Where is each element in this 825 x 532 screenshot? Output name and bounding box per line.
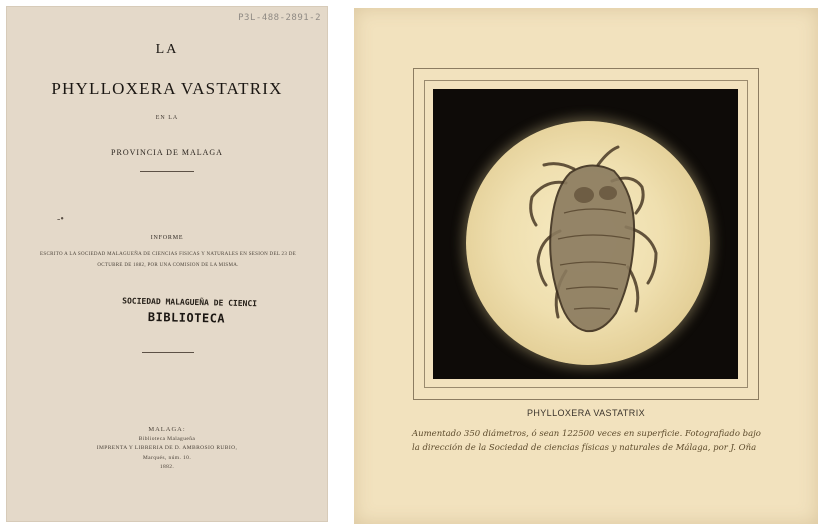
micrograph-photo	[433, 89, 738, 379]
informe-heading: INFORME	[150, 235, 184, 241]
ink-mark: -•	[57, 214, 64, 225]
informe-description: ESCRITO A LA SOCIEDAD MALAGUEÑA DE CIENCIAS FISICAS Y NATURALES EN SESION DEL 23 DE OCTUBRE DE 1882, POR UNA COMISION DE LA MISMA.	[40, 252, 296, 268]
province-line: PROVINCIA DE MALAGA	[111, 148, 223, 157]
title-article: LA	[155, 42, 179, 57]
imprint-line: 1882.	[159, 464, 175, 470]
stamp-biblioteca-line: BIBLIOTECA	[147, 309, 226, 326]
imprint-line: IMPRENTA Y LIBRERIA DE D. AMBROSIO RUBIO,	[96, 445, 238, 451]
divider-rule-top	[140, 171, 194, 172]
book-title: PHYLLOXERA VASTATRIX	[51, 79, 283, 98]
photo-plate-page	[354, 8, 818, 524]
microscope-field	[466, 121, 710, 365]
title-page	[6, 6, 328, 522]
photo-mount-outer	[413, 68, 759, 400]
phylloxera-insect-figure	[466, 121, 710, 365]
stamp-society-line: SOCIEDAD MALAGUEÑA DE CIENCI	[122, 296, 258, 309]
preposition-line: EN LA	[155, 115, 179, 121]
handwritten-caption: Aumentado 350 diámetros, ó sean 122500 veces en superficie. Fotografiado bajo la dirección de la Sociedad de ciencias físicas y naturales de Málaga, por J. Oña	[412, 429, 761, 453]
library-stamp	[122, 296, 273, 326]
imprint-city: MALAGA:	[148, 426, 186, 433]
divider-rule-bottom	[142, 352, 194, 353]
plate-caption-title: PHYLLOXERA VASTATRIX	[526, 408, 646, 418]
shelfmark: P3L-488-2891-2	[238, 13, 321, 23]
imprint-line: Marqués, núm. 10.	[142, 454, 192, 461]
imprint-block	[7, 425, 327, 473]
imprint-line: Biblioteca Malagueña	[138, 435, 196, 442]
